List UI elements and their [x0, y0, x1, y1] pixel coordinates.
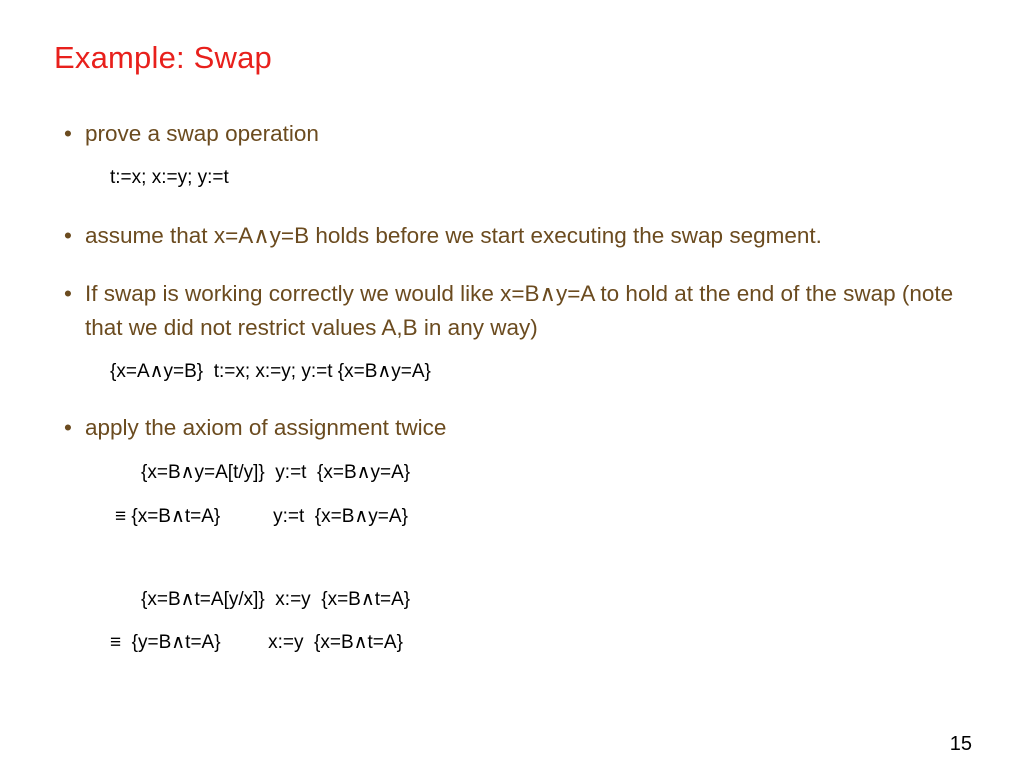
- code-line: {x=B∧y=A[t/y]} y:=t {x=B∧y=A}: [141, 462, 411, 483]
- bullet-item: [64, 411, 984, 445]
- code-line: ≡ {y=B∧t=A} x:=y {x=B∧t=A}: [110, 632, 403, 653]
- code-line: t:=x; x:=y; y:=t: [110, 167, 229, 188]
- bullet-item: [64, 277, 984, 345]
- bullet-dot: •: [64, 223, 72, 248]
- bullet-text: apply the axiom of assignment twice: [85, 415, 447, 440]
- bullet-text: prove a swap operation: [85, 121, 319, 146]
- slide-title: Example: Swap: [54, 40, 272, 75]
- bullet-dot: •: [64, 415, 72, 440]
- bullet-dot: •: [64, 121, 72, 146]
- bullet-item: [64, 219, 984, 253]
- code-line: {x=B∧t=A[y/x]} x:=y {x=B∧t=A}: [141, 589, 411, 610]
- bullet-dot: •: [64, 281, 72, 306]
- bullet-item: [64, 117, 984, 151]
- page-number: 15: [949, 733, 972, 755]
- bullet-text: assume that x=A∧y=B holds before we start executing the swap segment.: [85, 223, 822, 248]
- bullet-text: If swap is working correctly we would like x=B∧y=A to hold at the end of the swap (note that we did not restrict values A,B in any way): [85, 281, 954, 340]
- code-line: ≡ {x=B∧t=A} y:=t {x=B∧y=A}: [115, 506, 408, 527]
- code-line: {x=A∧y=B} t:=x; x:=y; y:=t {x=B∧y=A}: [110, 361, 431, 382]
